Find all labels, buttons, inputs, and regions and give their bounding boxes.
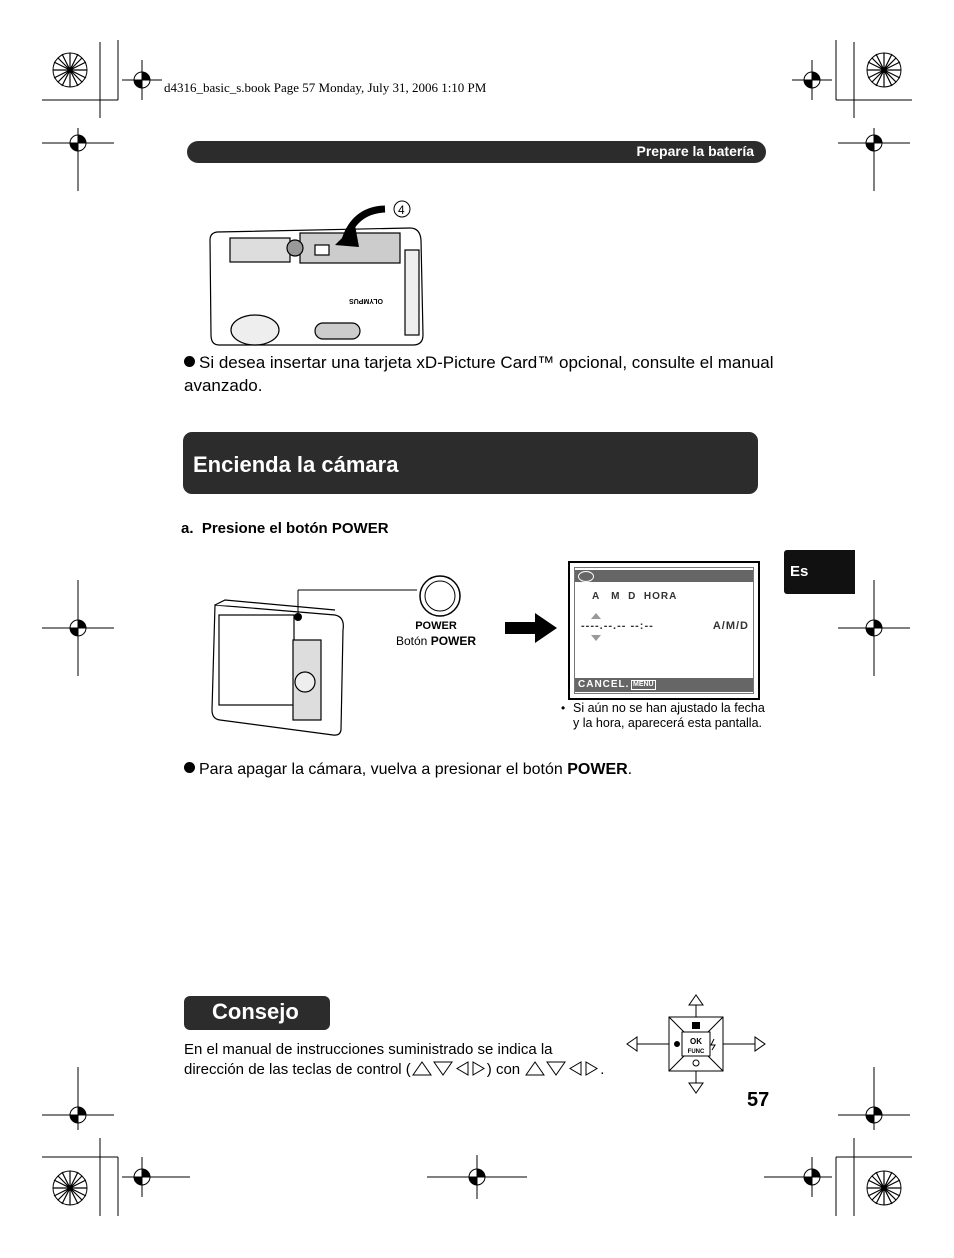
tip-banner (184, 996, 330, 1030)
tip-line-1: En el manual de instrucciones suministrado se indica la (184, 1041, 553, 1058)
macro-icon (674, 1041, 680, 1047)
tip-line-2 (184, 1060, 644, 1080)
bullet-off-key: POWER (567, 761, 628, 778)
camera-battery-illustration (205, 195, 430, 350)
power-caption: Botón POWER (396, 634, 477, 648)
tip-title: Consejo (212, 999, 299, 1024)
lcd-date-value: ----.--.-- --:-- (581, 620, 654, 632)
exposure-icon (692, 1022, 700, 1029)
dpad-ok-label: OK (690, 1037, 702, 1046)
lcd-date-format: A/M/D (712, 620, 749, 632)
heading-title: Encienda la cámara (193, 452, 399, 477)
bullet-xd-text: Si desea insertar una tarjeta xD-Picture Card™ opcional, consulte el manual avanzado. (184, 353, 774, 395)
bullet-icon (184, 762, 195, 773)
lcd-footer-bar (575, 678, 753, 692)
clock-icon (578, 571, 594, 582)
power-caption-key: POWER (430, 634, 477, 648)
language-label: Es (790, 563, 809, 580)
down-triangle-icon (591, 635, 601, 641)
lcd-date-screen (568, 561, 760, 700)
arrow-keys-icon (524, 1060, 600, 1077)
up-triangle-icon (591, 613, 601, 619)
power-callout (396, 619, 476, 649)
dpad-diagram (624, 992, 769, 1097)
step-marker: 4 (398, 203, 405, 217)
bullet-off-text: Para apagar la cámara, vuelva a presionar el botón (199, 761, 568, 778)
lcd-note-text: Si aún no se han ajustado la fecha y la hora, aparecerá esta pantalla. (573, 701, 765, 730)
heading-banner (183, 432, 758, 494)
step-a-key: POWER (331, 520, 389, 537)
tip-line-2-mid: ) con (486, 1061, 525, 1078)
language-tab (784, 550, 855, 594)
page-number: 57 (747, 1089, 770, 1111)
dpad-func-label: FUNC (687, 1049, 705, 1055)
lcd-header-bar (575, 570, 753, 582)
power-label: POWER (415, 620, 457, 632)
section-header (187, 141, 766, 163)
svg-text:OLYMPUS: OLYMPUS (349, 297, 383, 304)
lcd-note: • Si aún no se han ajustado la fecha y la hora, aparecerá esta pantalla. (561, 701, 765, 730)
bullet-power-off (184, 758, 784, 781)
right-arrow-icon (505, 613, 557, 643)
step-a-text: a. Presione el botón (181, 520, 332, 537)
tip-line-2-start: dirección de las teclas de control ( (184, 1061, 411, 1078)
section-title: Prepare la batería (636, 143, 754, 159)
bullet-off-end: . (627, 761, 633, 778)
bullet-icon (184, 356, 195, 367)
lcd-cancel-label: CANCEL. (578, 679, 630, 690)
lcd-field-labels: A M D HORA (592, 591, 678, 602)
book-meta: d4316_basic_s.book Page 57 Monday, July 31, 2006 1:10 PM (164, 80, 487, 95)
camera-front-illustration (205, 570, 485, 740)
bullet-xd-card (184, 351, 784, 397)
arrow-keys-icon (411, 1060, 487, 1077)
tip-text (184, 1040, 644, 1080)
lcd-menu-label: MENU (633, 681, 654, 688)
tip-line-2-end: . (600, 1061, 605, 1078)
step-a (181, 520, 389, 537)
